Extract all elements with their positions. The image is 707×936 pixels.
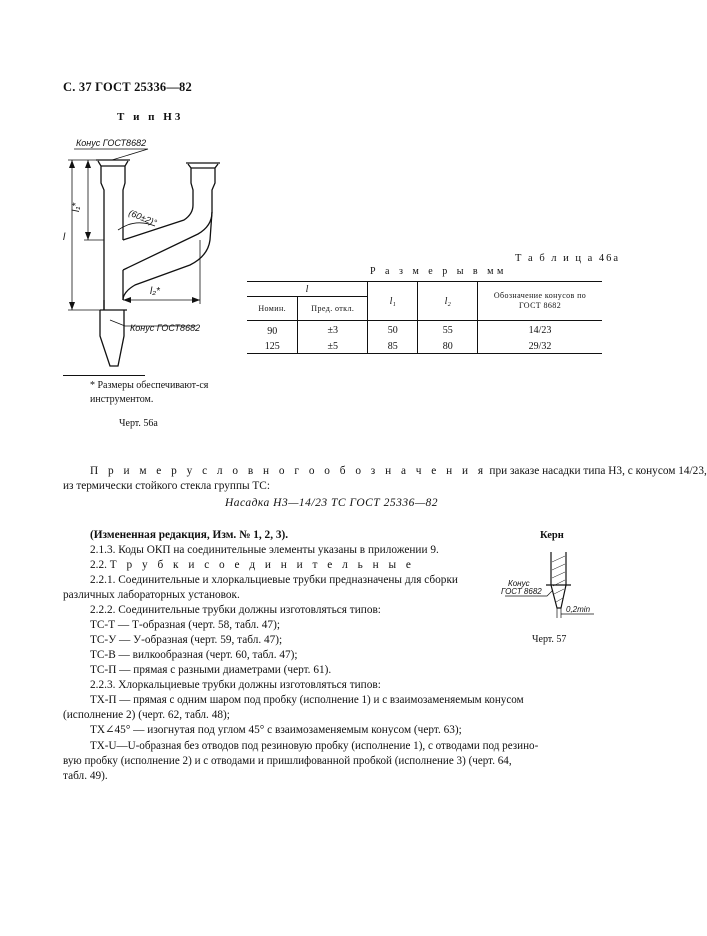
- angle-label: (60±2)°: [127, 207, 159, 228]
- table-header-row-1: [247, 282, 602, 297]
- example-designation: Насадка Н3—14/23 ТС ГОСТ 25336—82: [225, 497, 439, 509]
- section-2-2-heading: 2.2. Т р у б к и с о е д и н и т е л ь н ы е: [90, 559, 415, 571]
- figure-type-title: Т и п Н3: [117, 111, 184, 123]
- revision-note: (Измененная редакция, Изм. № 1, 2, 3).: [90, 529, 289, 541]
- col-group-l: l: [247, 282, 368, 297]
- col-tolerance: Пред. откл.: [298, 297, 368, 321]
- table-row: 125 ±5 85 80 29/32: [247, 339, 602, 354]
- dim-l1-label: l₁*: [71, 202, 82, 212]
- figure-56a-caption: Черт. 56а: [119, 418, 158, 429]
- cone-label-bottom: Конус ГОСТ8682: [130, 323, 201, 333]
- dimensions-table: [247, 281, 602, 354]
- para-2-2-3: 2.2.3. Хлоркальциевые трубки должны изготовляться типов:: [90, 679, 381, 691]
- dim-l-label: l: [63, 232, 66, 243]
- fig57-cone-label-2: ГОСТ 8682: [501, 587, 542, 596]
- type-tx-u-line-2: вую пробку (исполнение 2) и с отводами и пришлифованной пробкой (исполнение 3) (черт. 64,: [63, 755, 512, 767]
- figure-57-title: Керн: [540, 530, 564, 541]
- type-tx-p-line-2: (исполнение 2) (черт. 62, табл. 48);: [63, 709, 230, 721]
- type-tx-u-line-1: ТХ-U—U-образная без отводов под резиновую пробку (исполнение 1), с отводами под резино-: [90, 740, 539, 752]
- example-line-1: П р и м е р у с л о в н о г о о б о з н а ч е н и я при заказе насадки типа Н3, с конусом 14/23,: [90, 465, 707, 477]
- figure-footnote: * Размеры обеспечивают-ся инструментом.: [90, 380, 209, 405]
- footnote-rule: [63, 375, 145, 376]
- figure-57-caption: Черт. 57: [532, 634, 567, 645]
- table-title: Т а б л и ц а 46а: [515, 253, 621, 264]
- fig57-cone-label-1: Конус: [508, 579, 530, 588]
- type-tx-u-line-3: табл. 49).: [63, 770, 108, 782]
- type-tc-p: ТС-П — прямая с разными диаметрами (черт. 61).: [90, 664, 332, 676]
- example-line-2: из термически стойкого стекла группы ТС:: [63, 480, 270, 492]
- cone-label-top: Конус ГОСТ8682: [76, 138, 147, 148]
- type-tc-t: ТС-Т — Т-образная (черт. 58, табл. 47);: [90, 619, 280, 631]
- type-tx-p-line-1: ТХ-П — прямая с одним шаром под пробку (исполнение 1) и с взаимозаменяемым конусом: [90, 694, 524, 706]
- type-tx-45: ТХ∠45° — изогнутая под углом 45° с взаимозаменяемым конусом (черт. 63);: [90, 724, 462, 736]
- col-nominal: Номин.: [247, 297, 298, 321]
- para-2-2-1-line-2: различных лабораторных установок.: [63, 589, 240, 601]
- dim-l2-label: l₂*: [150, 286, 160, 297]
- table-row: 90 ±3 50 55 14/23: [247, 321, 602, 340]
- page-header: С. 37 ГОСТ 25336—82: [63, 80, 192, 94]
- col-l1: l₁: [368, 282, 418, 321]
- col-cone: Обозначение конусов по ГОСТ 8682: [478, 282, 602, 321]
- para-2-2-2: 2.2.2. Соединительные трубки должны изготовляться типов:: [90, 604, 381, 616]
- para-2-2-1-line-1: 2.2.1. Соединительные и хлоркальциевые трубки предназначены для сборки: [90, 574, 458, 586]
- fig57-dim-label: 0,2min: [566, 605, 591, 614]
- col-l2: l₂: [418, 282, 478, 321]
- para-2-1-3: 2.1.3. Коды ОКП на соединительные элементы указаны в приложении 9.: [90, 544, 439, 556]
- type-tc-u: ТС-У — У-образная (черт. 59, табл. 47);: [90, 634, 283, 646]
- type-tc-v: ТС-В — вилкообразная (черт. 60, табл. 47);: [90, 649, 298, 661]
- table-subtitle: Р а з м е р ы в мм: [370, 266, 507, 277]
